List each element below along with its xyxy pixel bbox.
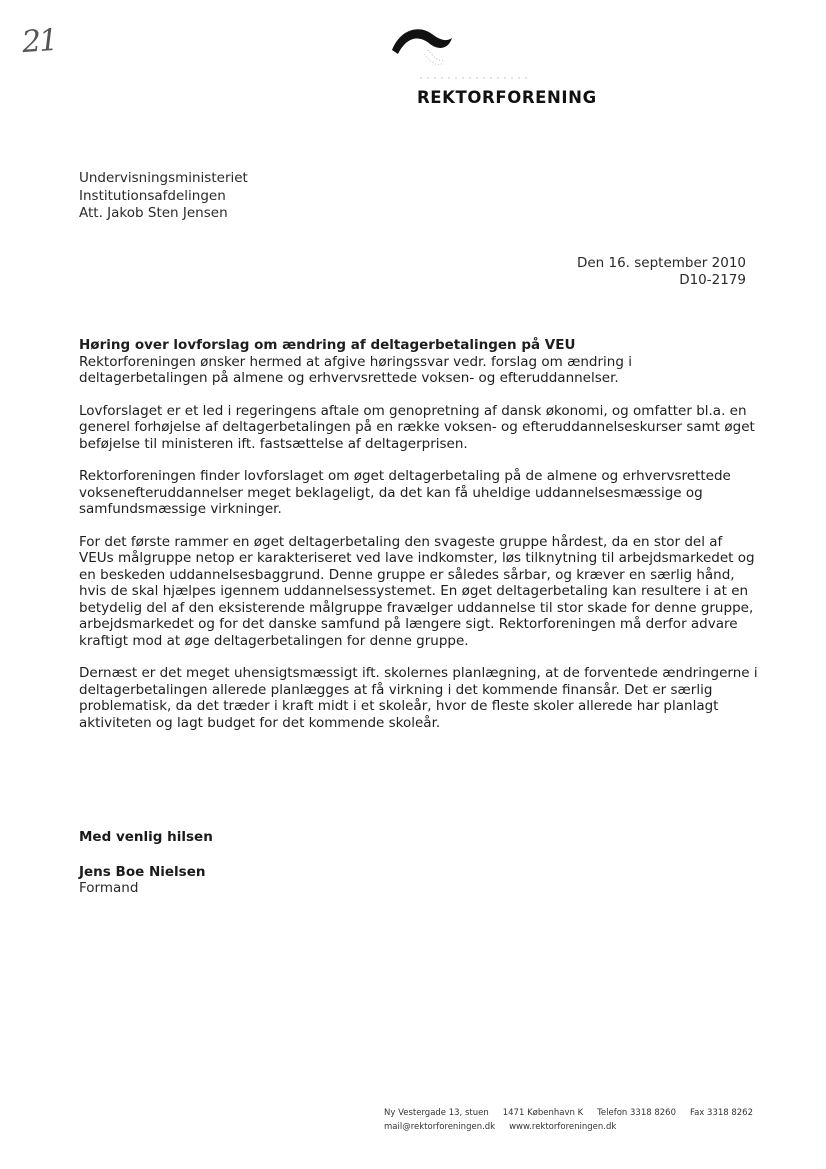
signer-title: Formand <box>79 880 139 896</box>
footer-contact-line <box>384 1106 767 1120</box>
footer-address: Ny Vestergade 13, stuen <box>384 1108 489 1118</box>
letterhead-dotted-line <box>420 74 530 82</box>
recipient-line: Att. Jakob Sten Jensen <box>79 205 228 221</box>
body-paragraph: Dernæst er det meget uhensigtsmæssigt ift. skolernes planlægning, at de forventede ændringerne i deltagerbetalingen allerede planlægges at få virkning i det kommende finansår. Det er særlig problematisk, da det træder i kraft midt i et skoleår, hvor de fleste skoler allerede har planlagt aktiviteten og lagt budget for det kommende skoleår. <box>79 665 758 731</box>
letterhead-footer <box>384 1106 767 1134</box>
letter-subject: Høring over lovforslag om ændring af deltagerbetalingen på VEU <box>79 337 576 353</box>
closing-greeting: Med venlig hilsen <box>79 829 213 845</box>
recipient-line: Undervisningsministeriet <box>79 170 248 186</box>
body-paragraph: Rektorforeningen finder lovforslaget om øget deltagerbetaling på de almene og erhvervsrettede voksenefteruddannelser meget beklageligt, da det kan få uheldige uddannelsesmæssige og samfundsmæssige virkninger. <box>79 468 731 517</box>
footer-email: mail@rektorforeningen.dk <box>384 1122 496 1132</box>
footer-phone: Telefon 3318 8260 <box>597 1108 676 1118</box>
organization-name: REKTORFORENING <box>417 88 597 107</box>
letter-date: Den 16. september 2010 <box>576 255 746 271</box>
footer-website: www.rektorforeningen.dk <box>509 1122 617 1132</box>
body-paragraph: Rektorforeningen ønsker hermed at afgive høringssvar vedr. forslag om ændring i deltagerbetalingen på almene og erhvervsrettede voksen- og efteruddannelser. <box>79 353 632 386</box>
body-paragraph: For det første rammer en øget deltagerbetaling den svageste gruppe hårdest, da en stor del af VEUs målgruppe netop er karakteriseret ved lave indkomster, løs tilknytning til arbejdsmarkedet og en beskeden uddannelsesbaggrund. Denne gruppe er således sårbar, og kræver en særlig hånd, hvis de skal hjælpes igennem uddannelsessystemet. En øget deltagerbetaling kan resultere i at en betydelig del af den eksisterende målgruppe fravælger uddannelse til stor skade for denne gruppe, arbejdsmarkedet og for det danske samfund på længere sigt. Rektorforeningen må derfor advare kraftigt mod at øge deltagerbetalingen for denne gruppe. <box>79 533 755 649</box>
footer-fax: Fax 3318 8262 <box>689 1108 753 1118</box>
body-paragraph: Lovforslaget er et led i regeringens aftale om genopretning af dansk økonomi, og omfatter bl.a. en generel forhøjelse af deltagerbetalingen på en række voksen- og efteruddannelseskurser samt øget beføjelse til ministeren ift. fastsættelse af deltagerprisen. <box>79 402 755 452</box>
handwritten-page-number: 21 <box>20 22 58 61</box>
signature-block <box>79 829 213 897</box>
recipient-address <box>79 170 248 223</box>
organization-logo-icon <box>388 20 456 70</box>
date-reference-block <box>577 255 746 288</box>
footer-web-line <box>384 1120 767 1134</box>
signer-name: Jens Boe Nielsen <box>79 863 206 880</box>
footer-city: 1471 København K <box>502 1108 584 1118</box>
letter-body <box>79 337 759 747</box>
recipient-line: Institutionsafdelingen <box>79 187 226 204</box>
reference-number: D10-2179 <box>679 271 746 288</box>
